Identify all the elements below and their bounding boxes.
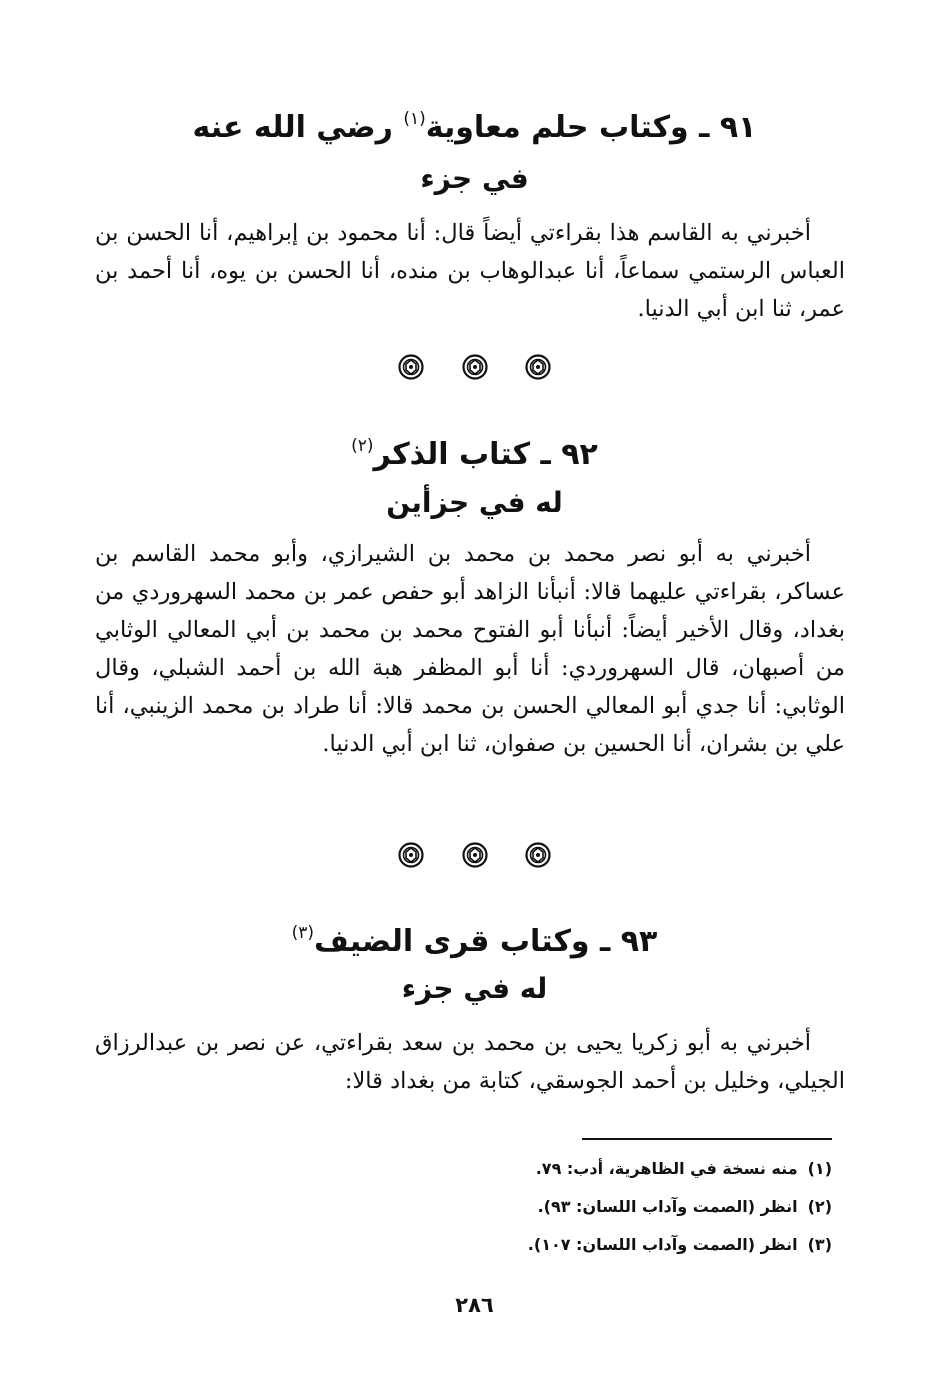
ornament-icon <box>398 354 424 380</box>
section-title-text: وكتاب حلم معاوية <box>425 110 689 145</box>
section-number: ٩٢ <box>561 437 598 472</box>
footnote-separator <box>582 1138 832 1140</box>
section-number: ٩١ <box>719 110 757 145</box>
section-divider <box>0 842 949 868</box>
footnote-ref: (٢) <box>351 436 374 456</box>
ornament-icon <box>525 354 551 380</box>
footnotes <box>380 1150 832 1264</box>
section-92-title <box>80 435 869 475</box>
section-title-text: وكتاب قرى الضيف <box>314 924 590 959</box>
section-number: ٩٣ <box>620 924 658 959</box>
section-91-subtitle: في جزء <box>420 162 529 195</box>
section-dash: ـ <box>688 110 710 145</box>
footnote-1 <box>380 1150 832 1188</box>
footnote-3 <box>380 1226 832 1264</box>
section-91-title <box>80 108 869 148</box>
section-92-paragraph: أخبرني به أبو نصر محمد بن محمد بن الشيرازي، وأبو محمد القاسم بن عساكر، بقراءتي عليهما قالا: أنبأنا الزاهد أبو حفص عمر بن محمد السهروردي من بغداد، وقال الأخير أيضاً: أنبأنا أبو الفتوح محمد بن محمد بن أبي المعالي الوثابي من أصبهان، قال السهروردي: أنا أبو المظفر هبة الله بن أحمد الشبلي، وقال الوثابي: أنا جدي أبو المعالي الحسن بن محمد قالا: أنا طراد بن محمد الزينبي، أنا علي بن بشران، أنا الحسين بن صفوان، ثنا ابن أبي الدنيا. <box>95 541 845 757</box>
section-93-paragraph: أخبرني به أبو زكريا يحيى بن محمد بن سعد بقراءتي، عن نصر بن عبدالرزاق الجيلي، وخليل بن أحمد الجوسقي، كتابة من بغداد قالا: <box>95 1030 845 1094</box>
footnote-text: انظر (الصمت وآداب اللسان: ١٠٧). <box>527 1235 798 1254</box>
footnote-text: منه نسخة في الظاهرية، أدب: ٧٩. <box>535 1159 798 1178</box>
footnote-ref: (٣) <box>291 923 315 943</box>
footnote-number: (٣) <box>807 1235 832 1254</box>
ornament-icon <box>462 842 488 868</box>
ornament-icon <box>525 842 551 868</box>
footnote-text: انظر (الصمت وآداب اللسان: ٩٣). <box>537 1197 798 1216</box>
section-dash: ـ <box>530 437 551 472</box>
section-dash: ـ <box>589 924 611 959</box>
section-divider <box>0 354 949 380</box>
section-93-title <box>80 922 869 962</box>
section-93-subtitle: له في جزء <box>401 972 548 1005</box>
footnote-number: (١) <box>807 1159 832 1178</box>
section-92-subtitle: له في جزأين <box>386 486 563 519</box>
section-title-text: كتاب الذكر <box>373 437 531 472</box>
ornament-icon <box>398 842 424 868</box>
footnote-2 <box>380 1188 832 1226</box>
section-title-tail: رضي الله عنه <box>192 110 393 145</box>
footnote-number: (٢) <box>807 1197 832 1216</box>
page-number: ٢٨٦ <box>455 1293 494 1317</box>
section-91-paragraph: أخبرني به القاسم هذا بقراءتي أيضاً قال: أنا محمود بن إبراهيم، أنا الحسن بن العباس الرستمي سماعاً، أنا عبدالوهاب بن منده، أنا الحسن بن يوه، أنا أحمد بن عمر، ثنا ابن أبي الدنيا. <box>95 220 845 322</box>
ornament-icon <box>462 354 488 380</box>
footnote-ref: (١) <box>403 109 426 129</box>
